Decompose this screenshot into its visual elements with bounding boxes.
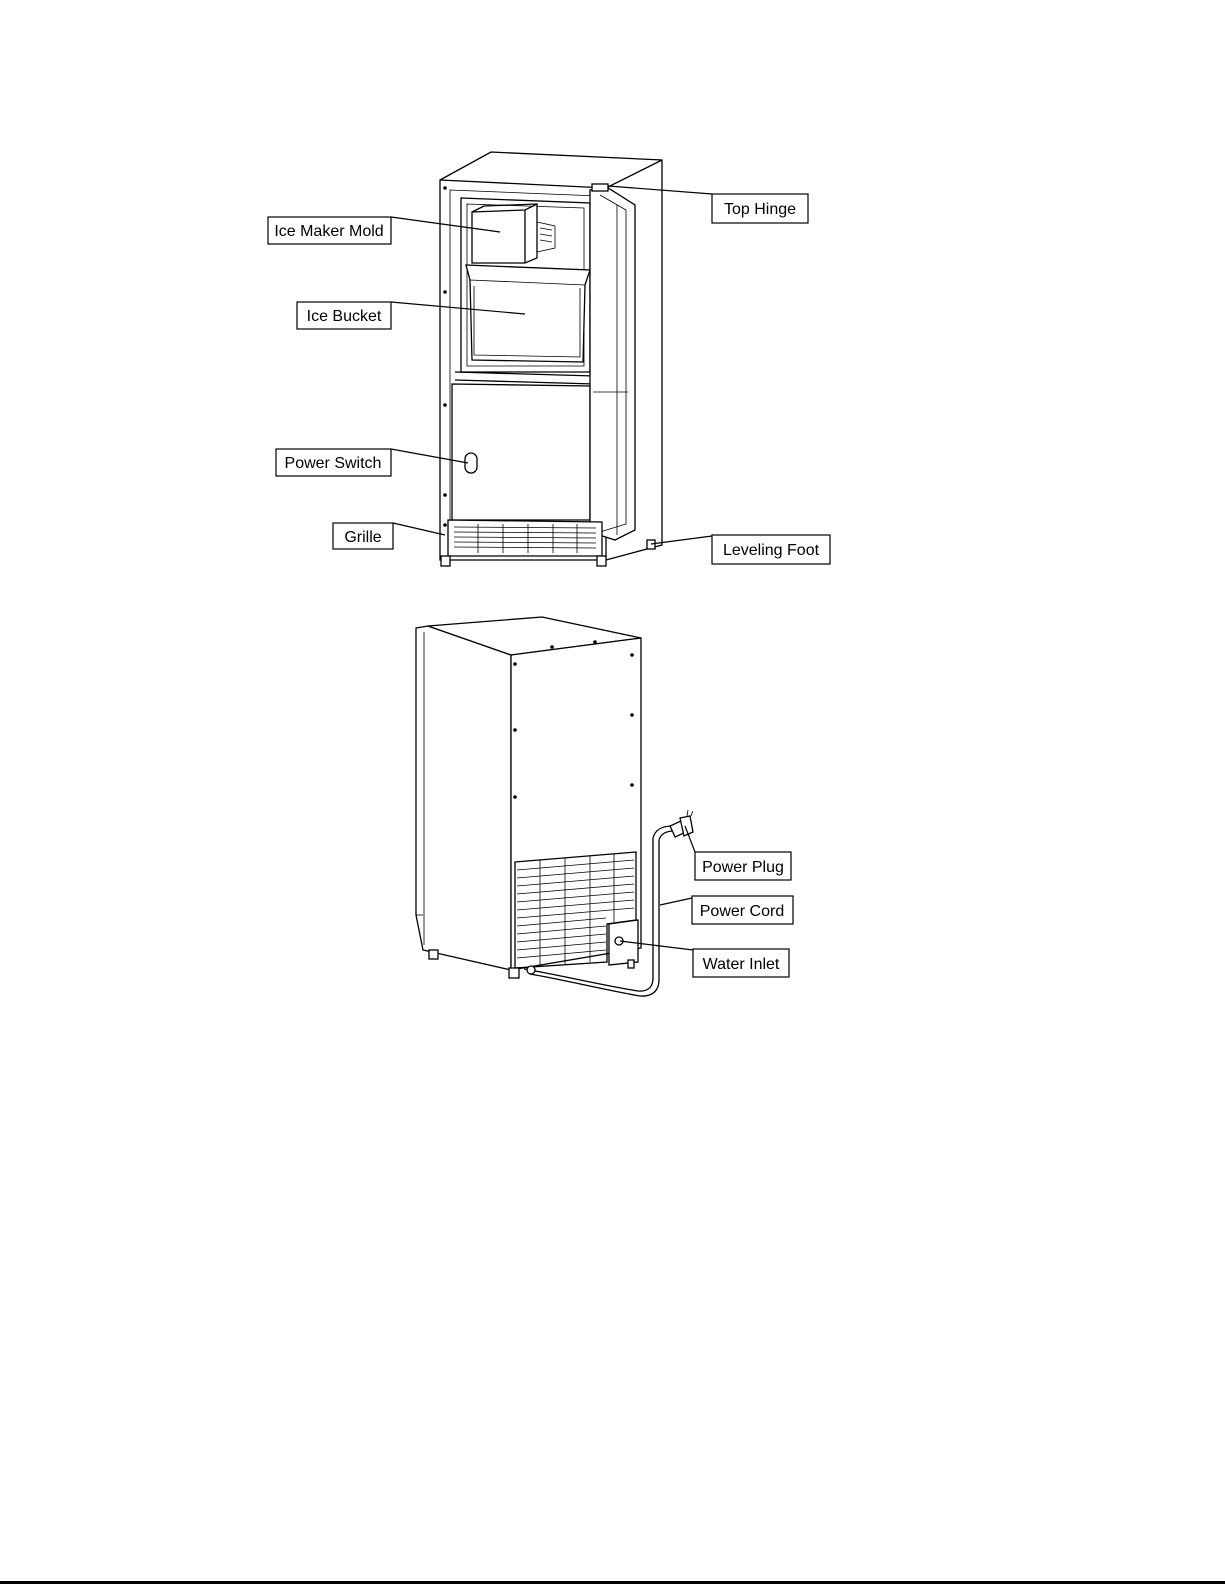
rear-side-panel <box>416 626 511 970</box>
svg-text:Power Plug: Power Plug <box>702 859 784 876</box>
page-bottom-rule <box>0 1581 1225 1584</box>
grille-shape <box>448 520 602 556</box>
top-hinge-shape <box>592 184 608 191</box>
label-power-switch <box>276 449 391 476</box>
label-leveling-foot <box>712 535 830 564</box>
svg-text:Ice Maker Mold: Ice Maker Mold <box>274 223 384 240</box>
label-water-inlet <box>693 949 789 977</box>
svg-text:Power Switch: Power Switch <box>284 455 382 472</box>
front-view <box>268 152 830 566</box>
svg-text:Ice Bucket: Ice Bucket <box>306 308 382 325</box>
svg-text:Grille: Grille <box>344 529 382 546</box>
label-grille <box>333 523 393 549</box>
svg-text:Leveling Foot: Leveling Foot <box>722 542 820 559</box>
label-ice-bucket <box>297 302 391 329</box>
svg-text:Power Cord: Power Cord <box>699 903 785 920</box>
ice-bucket-shape <box>466 265 590 362</box>
power-plug-shape <box>670 810 693 837</box>
svg-text:Water Inlet: Water Inlet <box>702 956 780 973</box>
svg-text:Top Hinge: Top Hinge <box>723 201 797 218</box>
label-power-plug <box>695 852 791 880</box>
label-ice-maker-mold <box>268 217 391 244</box>
label-power-cord <box>692 896 793 924</box>
rear-view <box>416 617 793 996</box>
front-door <box>590 186 635 540</box>
water-inlet-shape <box>609 920 638 968</box>
rear-back-panel <box>511 638 641 970</box>
label-top-hinge <box>712 194 808 223</box>
